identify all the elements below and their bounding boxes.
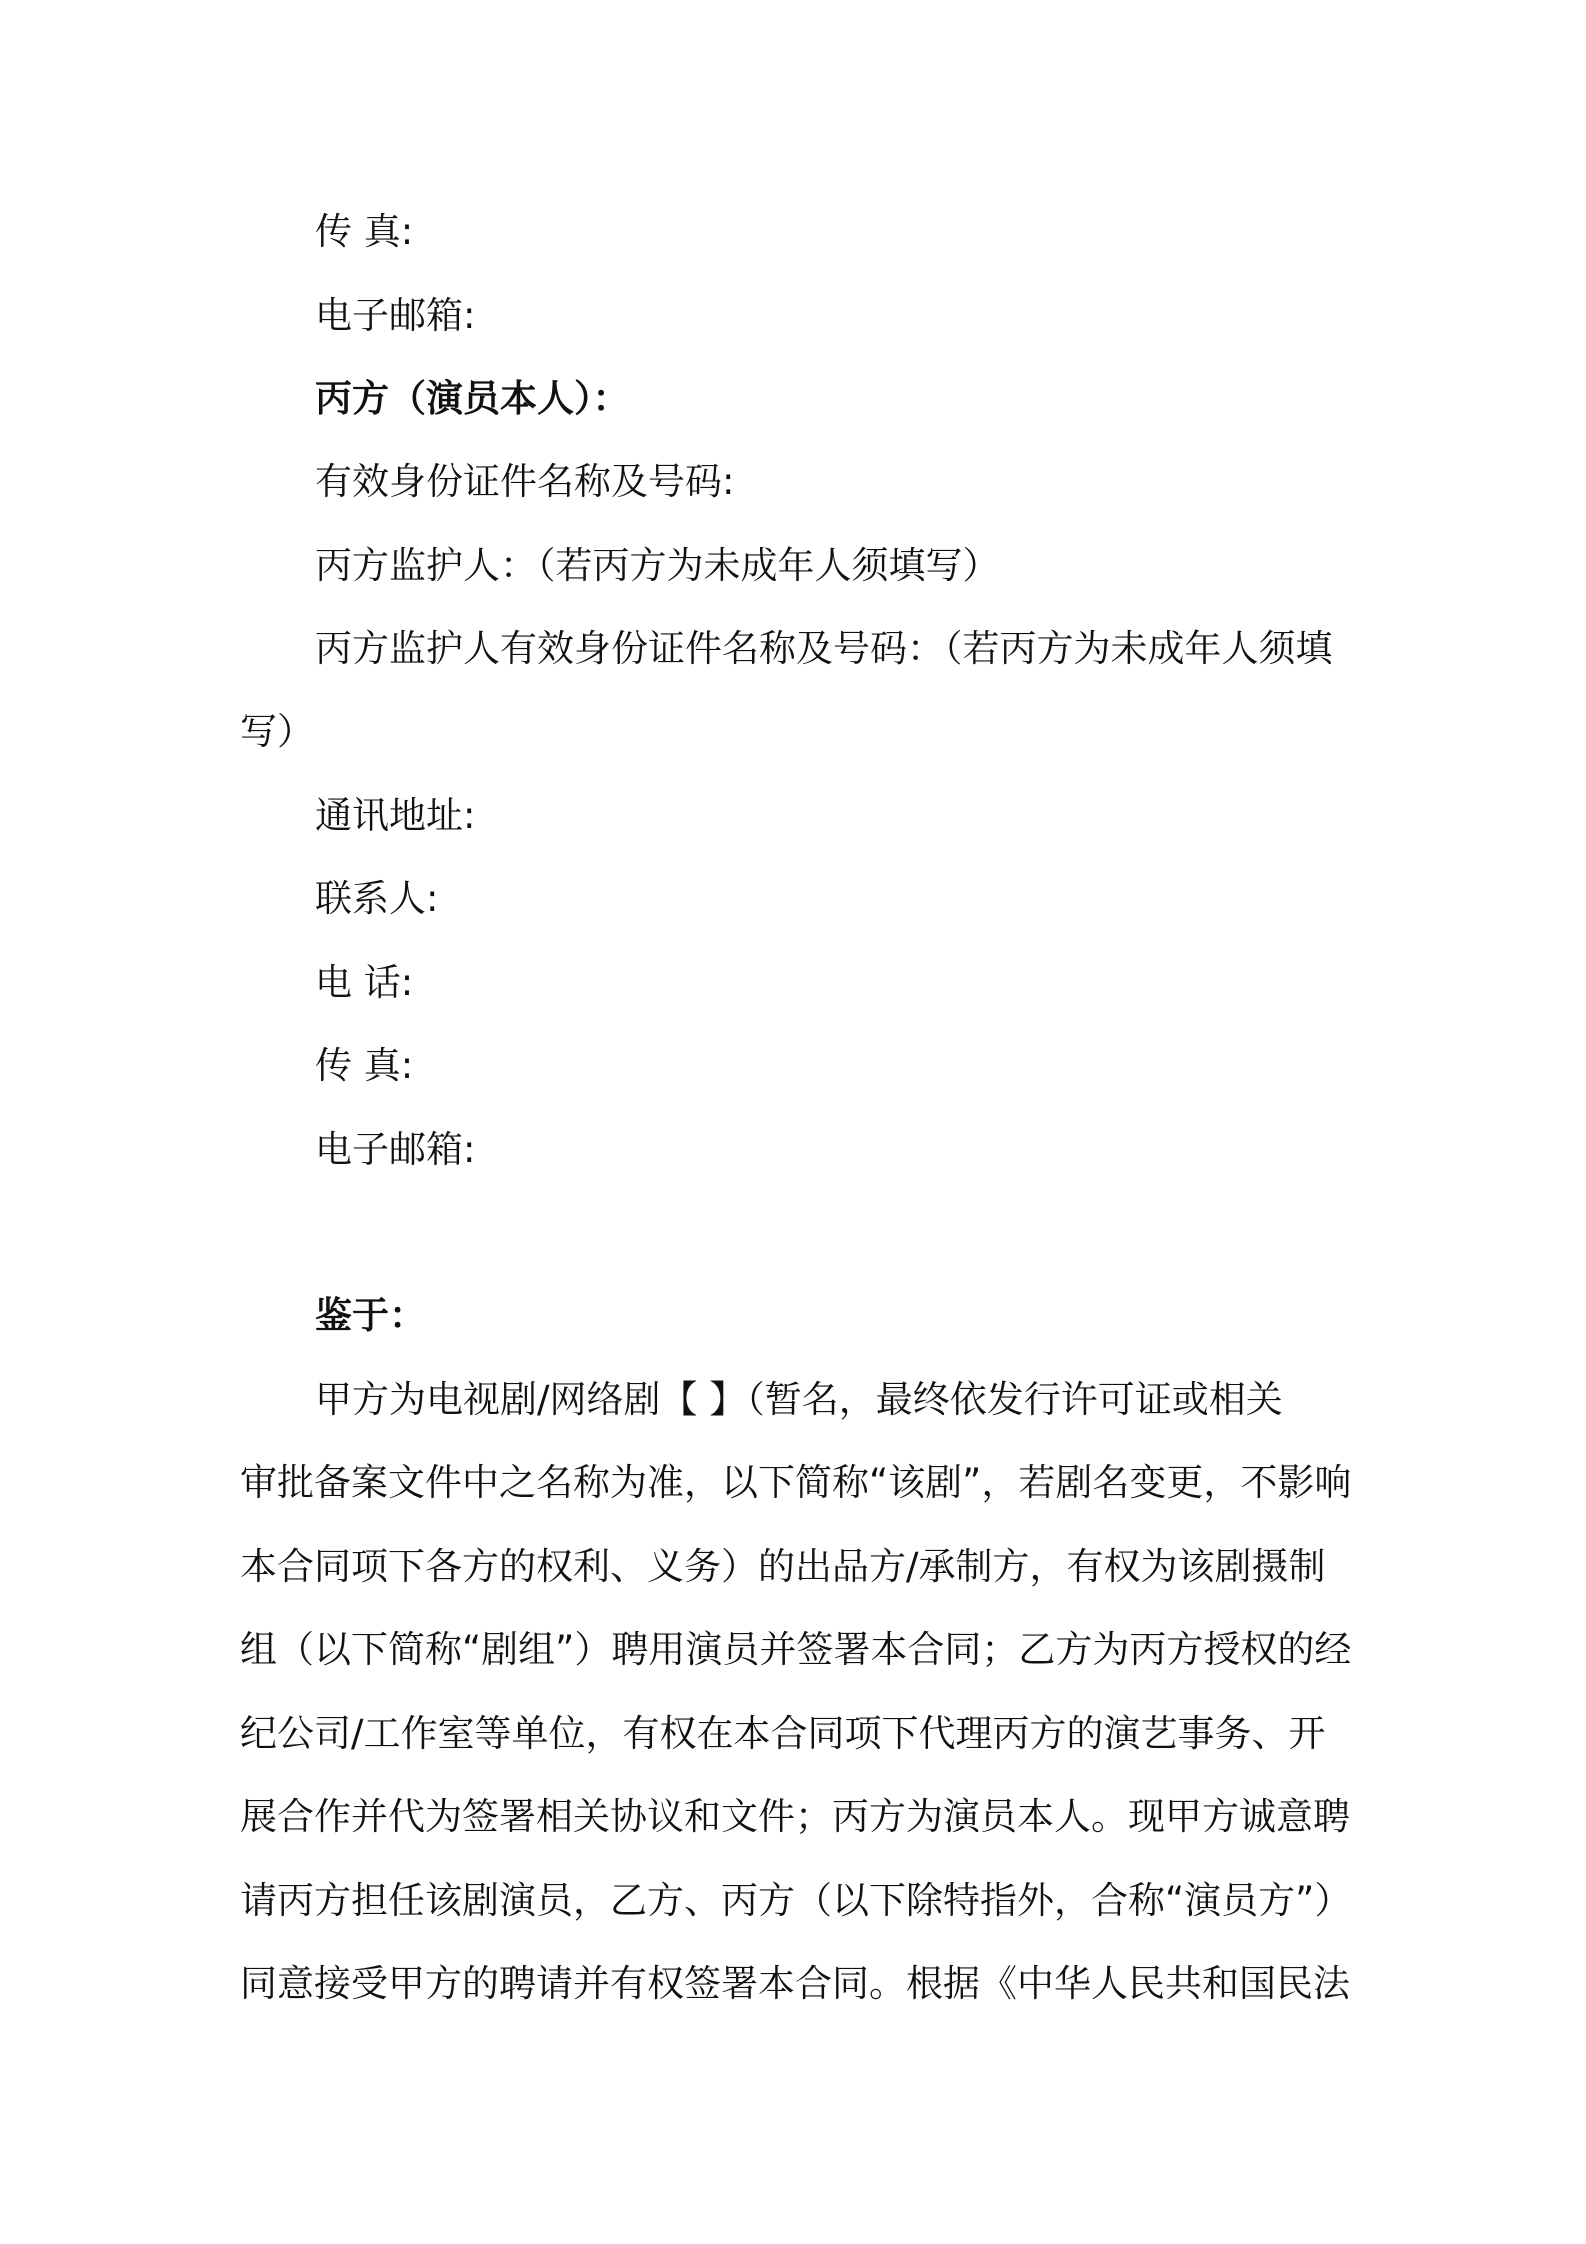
whereas-line: 请丙方担任该剧演员，乙方、丙方（以下除特指外，合称“演员方”） <box>240 1879 1352 1922</box>
party-c-email-label: 电子邮箱: <box>315 1128 476 1171</box>
whereas-line: 本合同项下各方的权利、义务）的出品方/承制方，有权为该剧摄制 <box>240 1545 1326 1588</box>
whereas-line: 同意接受甲方的聘请并有权签署本合同。根据《中华人民共和国民法 <box>240 1962 1350 2005</box>
party-c-id-label: 有效身份证件名称及号码: <box>315 460 735 503</box>
party-c-guardian-label: 丙方监护人：（若丙方为未成年人须填写） <box>315 544 1000 587</box>
party-c-address-label: 通讯地址: <box>315 794 476 837</box>
party-c-phone-label: 电 话: <box>315 961 414 1004</box>
party-c-fax-label: 传 真: <box>315 1044 414 1087</box>
party-b-email-label: 电子邮箱: <box>315 294 476 337</box>
party-c-heading: 丙方（演员本人）： <box>315 377 630 420</box>
whereas-line: 展合作并代为签署相关协议和文件；丙方为演员本人。现甲方诚意聘 <box>240 1795 1350 1838</box>
whereas-line: 纪公司/工作室等单位，有权在本合同项下代理丙方的演艺事务、开 <box>240 1712 1326 1755</box>
party-b-fax-label: 传 真: <box>315 210 414 253</box>
whereas-line: 审批备案文件中之名称为准，以下简称“该剧”，若剧名变更，不影响 <box>240 1461 1352 1504</box>
whereas-heading: 鉴于： <box>315 1294 426 1337</box>
party-c-guardian-id-line1: 丙方监护人有效身份证件名称及号码：（若丙方为未成年人须填 <box>315 627 1333 670</box>
whereas-line: 组（以下简称“剧组”）聘用演员并签署本合同；乙方为丙方授权的经 <box>240 1628 1352 1671</box>
party-c-contact-label: 联系人: <box>315 877 439 920</box>
whereas-line: 甲方为电视剧/网络剧【 】（暂名，最终依发行许可证或相关 <box>315 1378 1283 1421</box>
party-c-guardian-id-line2: 写） <box>240 710 314 753</box>
